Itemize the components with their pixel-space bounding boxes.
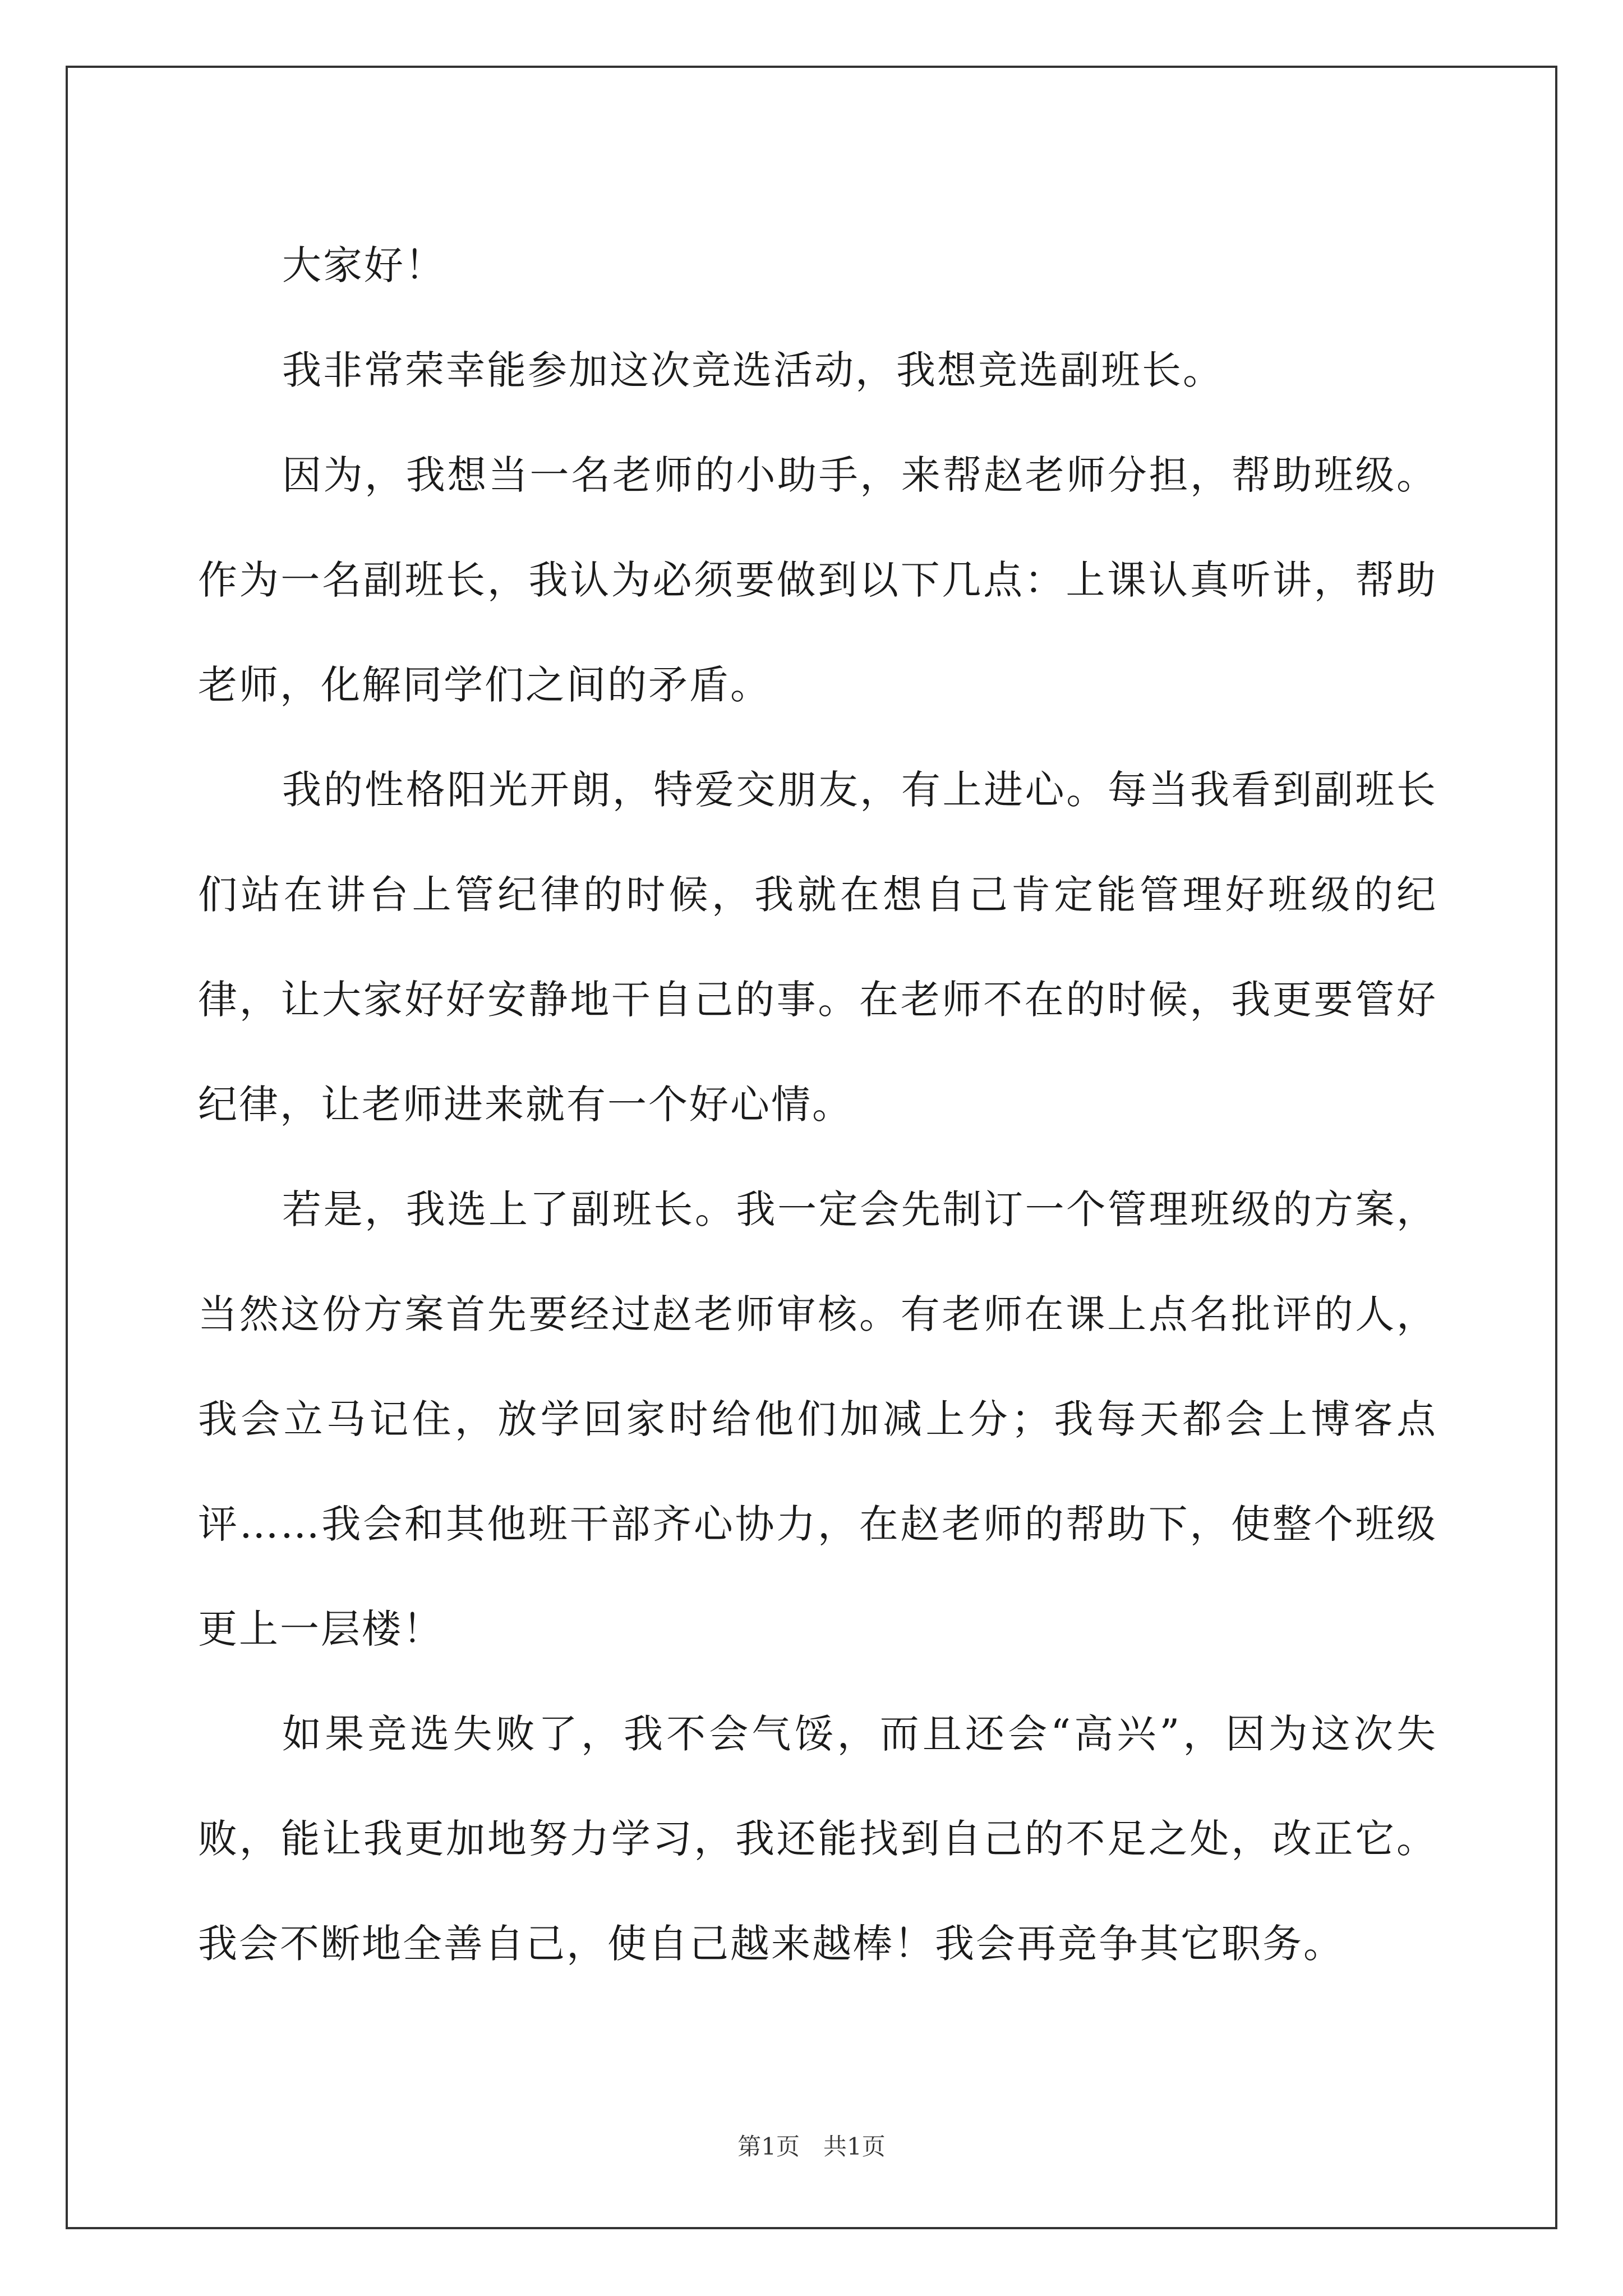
paragraph-plan: 若是，我选上了副班长。我一定会先制订一个管理班级的方案，当然这份方案首先要经过赵老师审核。有老师在课上点名批评的人，我会立马记住，放学回家时给他们加减上分；我每天都会上博客点评……我会和其他班干部齐心协力，在赵老师的帮助下，使整个班级更上一层楼！: [198, 1186, 1437, 1652]
paragraph-failure: 如果竞选失败了，我不会气馁，而且还会“高兴”，因为这次失败，能让我更加地努力学习，我还能找到自己的不足之处，改正它。我会不断地全善自己，使自己越来越棒！我会再竞争其它职务。: [198, 1711, 1437, 1967]
paragraph-greeting: 大家好！: [282, 242, 446, 288]
document-body: [198, 213, 1437, 1996]
paragraph-intro: 我非常荣幸能参加这次竞选活动，我想竞选副班长。: [282, 347, 1224, 393]
paragraph-personality: 我的性格阳光开朗，特爱交朋友，有上进心。每当我看到副班长们站在讲台上管纪律的时候，我就在想自己肯定能管理好班级的纪律，让大家好好安静地干自己的事。在老师不在的时候，我更要管好纪律，让老师进来就有一个好心情。: [198, 767, 1437, 1128]
page-number-footer: 第1页 共1页: [737, 2133, 886, 2160]
paragraph-reason: 因为，我想当一名老师的小助手，来帮赵老师分担，帮助班级。作为一名副班长，我认为必须要做到以下几点：上课认真听讲，帮助老师，化解同学们之间的矛盾。: [198, 452, 1437, 708]
